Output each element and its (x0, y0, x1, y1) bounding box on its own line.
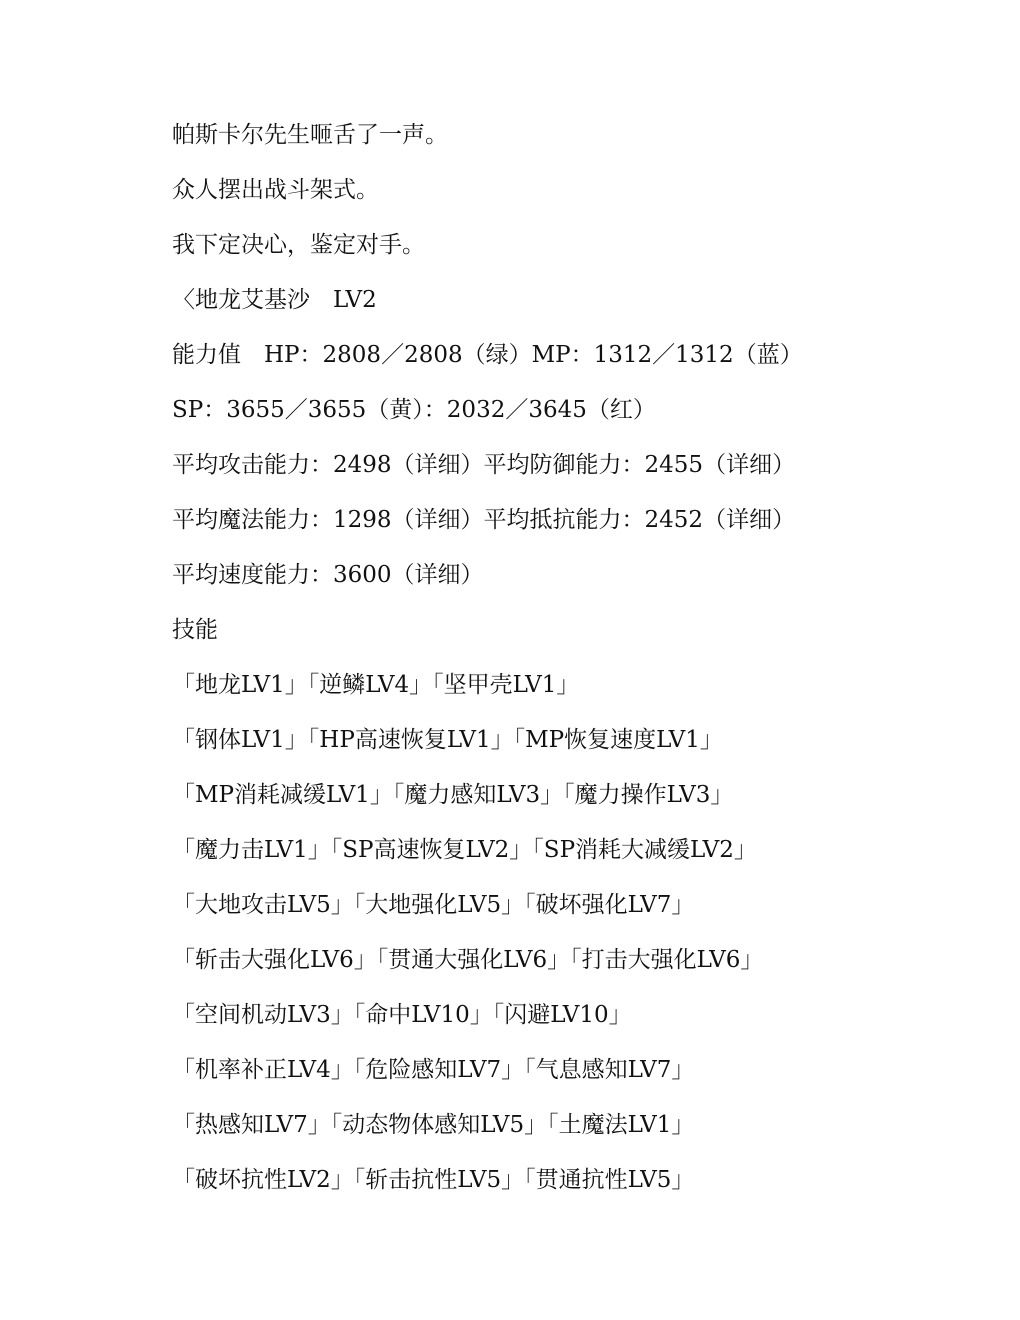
skills-line: 「大地攻击LV5」「大地强化LV5」「破坏强化LV7」 (172, 892, 695, 918)
stats-sp: SP：3655／3655（黄）：2032／3645（红） (172, 397, 656, 423)
document-body (172, 116, 972, 1216)
stats-attack-defense: 平均攻击能力：2498（详细）平均防御能力：2455（详细） (172, 452, 796, 478)
skills-line: 「破坏抗性LV2」「斩击抗性LV5」「贯通抗性LV5」 (172, 1167, 695, 1193)
appraisal-name-level: 〈地龙艾基沙 LV2 (172, 287, 377, 313)
skills-line: 「热感知LV7」「动态物体感知LV5」「土魔法LV1」 (172, 1112, 695, 1138)
skills-line: 「MP消耗减缓LV1」「魔力感知LV3」「魔力操作LV3」 (172, 782, 734, 808)
stats-speed: 平均速度能力：3600（详细） (172, 562, 484, 588)
narration-line: 我下定决心，鉴定对手。 (172, 232, 425, 258)
skills-heading: 技能 (172, 617, 218, 643)
stats-hp-mp: 能力值 HP：2808／2808（绿）MP：1312／1312（蓝） (172, 342, 803, 368)
skills-line: 「机率补正LV4」「危险感知LV7」「气息感知LV7」 (172, 1057, 695, 1083)
skills-line: 「钢体LV1」「HP高速恢复LV1」「MP恢复速度LV1」 (172, 727, 723, 753)
stats-magic-resistance: 平均魔法能力：1298（详细）平均抵抗能力：2452（详细） (172, 507, 796, 533)
narration-line: 众人摆出战斗架式。 (172, 177, 379, 203)
skills-line: 「空间机动LV3」「命中LV10」「闪避LV10」 (172, 1002, 632, 1028)
skills-line: 「地龙LV1」「逆鳞LV4」「坚甲壳LV1」 (172, 672, 580, 698)
skills-line: 「魔力击LV1」「SP高速恢复LV2」「SP消耗大减缓LV2」 (172, 837, 757, 863)
skills-line: 「斩击大强化LV6」「贯通大强化LV6」「打击大强化LV6」 (172, 947, 764, 973)
narration-line: 帕斯卡尔先生咂舌了一声。 (172, 122, 448, 148)
